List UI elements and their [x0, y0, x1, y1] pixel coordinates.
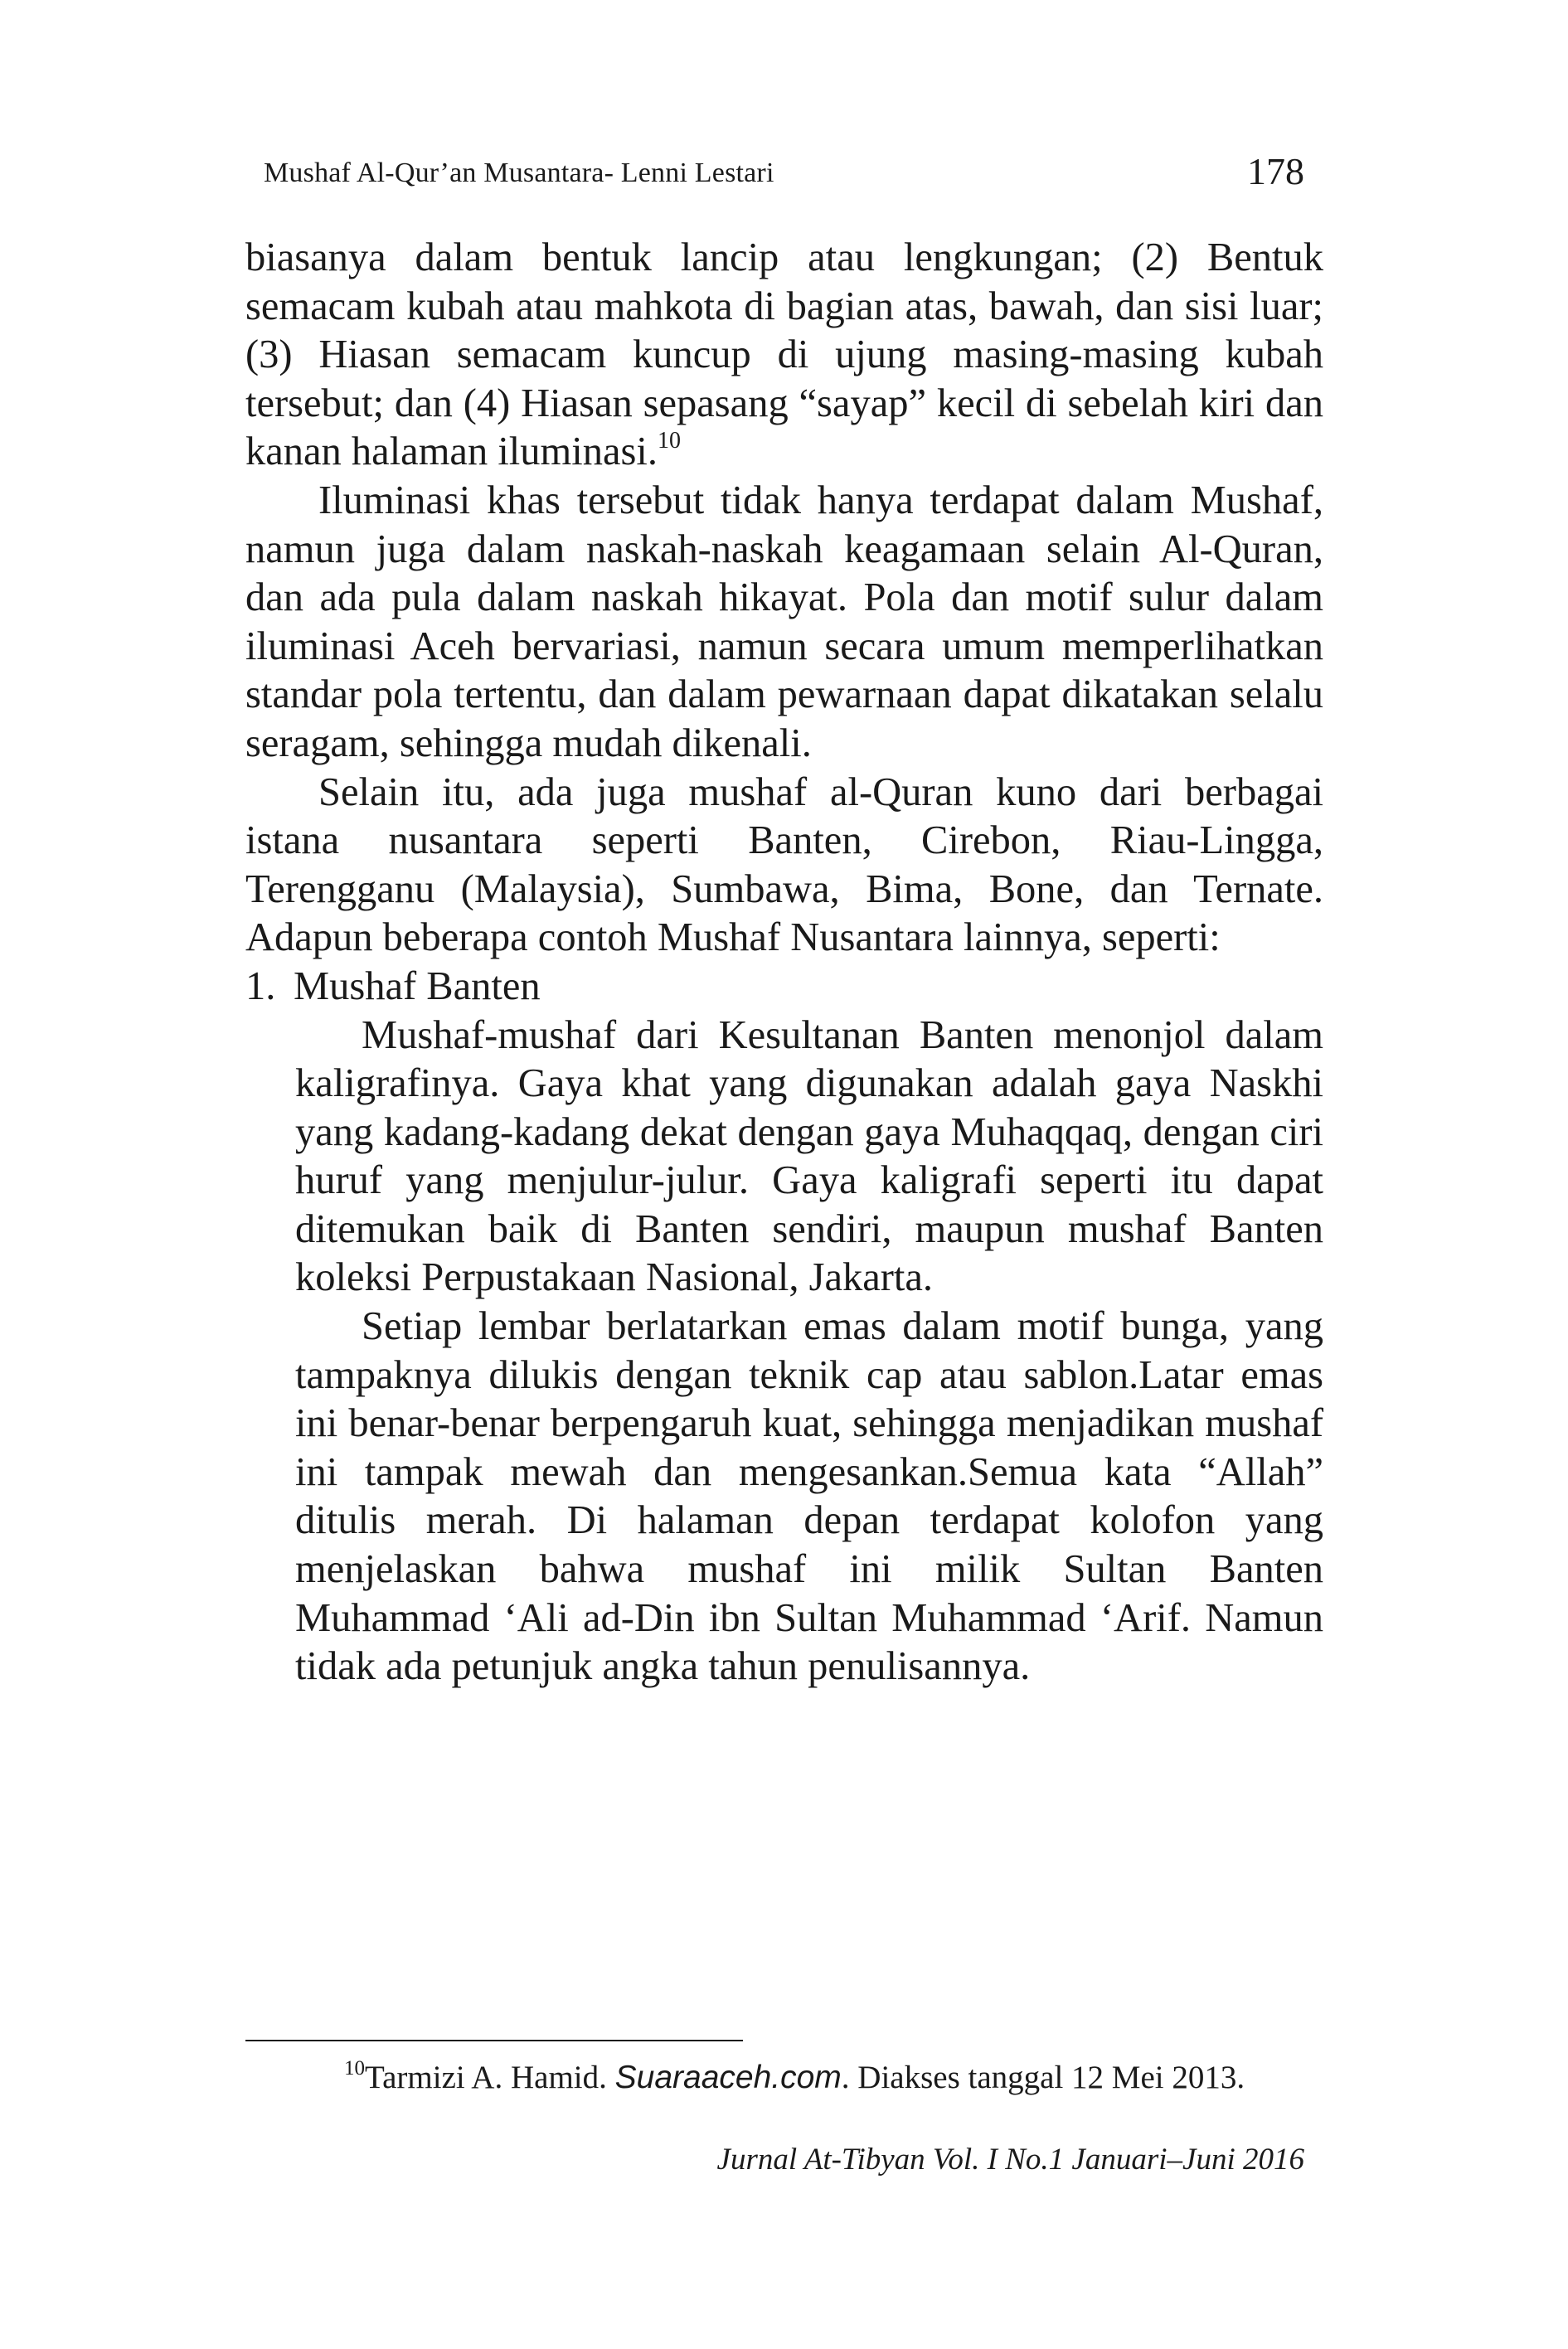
paragraph-1-text: biasanya dalam bentuk lancip atau lengkungan; (2) Bentuk semacam kubah atau mahkota di bagian atas, bawah, dan sisi luar; (3) Hiasan semacam kuncup di ujung masing-masing kubah tersebut; dan (4) Hiasan sepasang “sayap” kecil di sebelah kiri dan kanan halaman iluminasi.	[245, 235, 1323, 474]
paragraph-2: Iluminasi khas tersebut tidak hanya terdapat dalam Mushaf, namun juga dalam naskah-naskah keagamaan selain Al-Quran, dan ada pula dalam naskah hikayat. Pola dan motif sulur dalam iluminasi Aceh bervariasi, namun secara umum memperlihatkan standar pola tertentu, dan dalam pewarnaan dapat dikatakan selalu seragam, sehingga mudah dikenali.	[245, 478, 1323, 765]
paragraph-3: Selain itu, ada juga mushaf al-Quran kuno dari berbagai istana nusantara seperti Banten, Cirebon, Riau-Lingga, Terengganu (Malaysia), Sumbawa, Bima, Bone, dan Ternate. Adapun beberapa contoh Mushaf Nusantara lainnya, seperti:	[245, 769, 1323, 960]
footnote	[344, 2058, 1245, 2098]
footnote-ref: 10	[657, 428, 681, 454]
footnote-divider	[245, 2040, 743, 2041]
footnote-author: Tarmizi A. Hamid.	[365, 2060, 607, 2095]
list-item-heading	[245, 963, 1323, 1012]
footnote-site: Suaraaceh.com	[614, 2060, 842, 2095]
list-number: 1.	[245, 963, 276, 1008]
running-header: Mushaf Al-Qur’an Musantara- Lenni Lestari	[264, 158, 774, 188]
list-title: Mushaf Banten	[294, 963, 541, 1008]
body-text	[245, 234, 1323, 1691]
paragraph-1	[245, 234, 1323, 477]
footnote-rest: . Diakses tanggal 12 Mei 2013.	[841, 2060, 1245, 2095]
list-item-content	[295, 1012, 1323, 1691]
running-footer: Jurnal At-Tibyan Vol. I No.1 Januari–Juni 2016	[716, 2143, 1304, 2177]
page-number: 178	[1247, 150, 1304, 192]
footnote-number: 10	[344, 2057, 365, 2080]
list-paragraph-1: Mushaf-mushaf dari Kesultanan Banten menonjol dalam kaligrafinya. Gaya khat yang digunakan adalah gaya Naskhi yang kadang-kadang dekat dengan gaya Muhaqqaq, dengan ciri huruf yang menjulur-julur. Gaya kaligrafi seperti itu dapat ditemukan baik di Banten sendiri, maupun mushaf Banten koleksi Perpustakaan Nasional, Jakarta.	[295, 1012, 1323, 1300]
list-paragraph-2: Setiap lembar berlatarkan emas dalam motif bunga, yang tampaknya dilukis dengan teknik cap atau sablon.Latar emas ini benar-benar berpengaruh kuat, sehingga menjadikan mushaf ini tampak mewah dan mengesankan.Semua kata “Allah” ditulis merah. Di halaman depan terdapat kolofon yang menjelaskan bahwa mushaf ini milik Sultan Banten Muhammad ‘Ali ad-Din ibn Sultan Muhammad ‘Arif. Namun tidak ada petunjuk angka tahun penulisannya.	[295, 1304, 1323, 1689]
